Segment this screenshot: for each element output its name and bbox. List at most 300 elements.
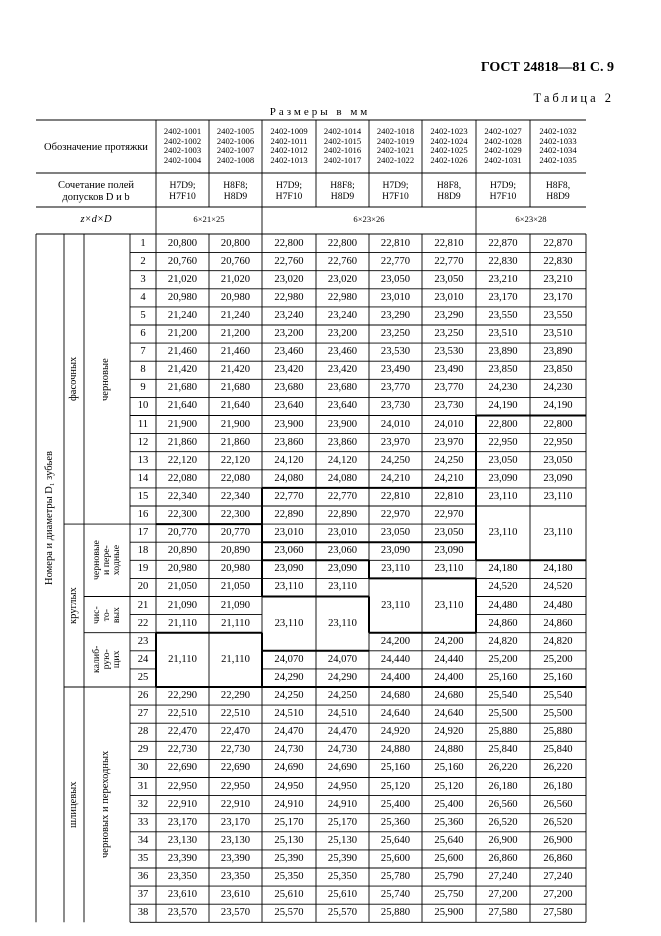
code-line: 2402-1016: [323, 145, 362, 156]
table-cell: 21,110: [168, 617, 197, 629]
table-cell: 25,120: [380, 780, 411, 792]
table-cell: 23,460: [327, 346, 358, 358]
table-cell: 20,800: [220, 237, 251, 249]
row-number: 19: [137, 563, 149, 575]
table-cell: 23,850: [543, 364, 573, 376]
table-cell: 23,640: [274, 400, 304, 412]
side-label-line: чис-: [91, 605, 102, 624]
tolerance-line: H7F10: [382, 191, 409, 202]
row-number: 17: [137, 527, 149, 539]
merged-cell: 21,110: [221, 653, 250, 665]
table-cell: 22,810: [380, 490, 411, 502]
table-cell: 22,980: [274, 291, 304, 303]
table-cell: 20,980: [167, 291, 198, 303]
code-line: 2402-1015: [323, 135, 362, 146]
table-cell: 24,920: [380, 726, 411, 738]
table-cell: 20,890: [167, 545, 198, 557]
side-label-line: калиб-: [91, 645, 102, 674]
table-cell: 21,200: [220, 328, 251, 339]
table-cell: 20,980: [220, 291, 251, 303]
table-cell: 21,050: [167, 581, 198, 593]
table-cell: 22,810: [434, 490, 464, 502]
tolerance-cell: [476, 180, 530, 202]
code-line: 2402-1011: [270, 135, 308, 146]
table-cell: 25,880: [488, 726, 518, 738]
table-cell: 24,230: [488, 382, 518, 394]
row-number: 34: [137, 834, 149, 846]
table-cell: 23,970: [380, 436, 411, 448]
merged-cell: 23,110: [274, 617, 304, 629]
table-cell: 23,550: [543, 309, 573, 321]
table-cell: 25,350: [327, 871, 358, 882]
table-cell: 21,640: [167, 400, 198, 412]
table-cell: 24,190: [543, 400, 573, 412]
side-label-main: Номера и диаметры D₁ зубьев: [44, 451, 55, 586]
table-cell: 26,220: [543, 762, 573, 774]
table-cell: 24,910: [327, 798, 358, 810]
table-cell: 22,910: [167, 798, 198, 810]
table-cell: 22,950: [220, 780, 251, 792]
row-number: 16: [137, 509, 149, 520]
table-cell: 21,900: [220, 418, 251, 430]
table-cell: 23,290: [434, 309, 464, 321]
row-number: 12: [137, 436, 149, 448]
table-cell: 25,610: [274, 889, 304, 901]
code-line: 2402-1006: [216, 135, 255, 146]
zdb-cell: 6×23×28: [515, 214, 547, 224]
table-cell: 23,090: [434, 545, 464, 557]
table-cell: 26,220: [488, 762, 518, 774]
side-label-line: и пере-: [101, 545, 112, 576]
table-cell: 22,340: [167, 490, 198, 502]
table-cell: 23,170: [220, 816, 251, 828]
table-cell: 23,860: [327, 436, 358, 448]
table-cell: 23,680: [274, 382, 304, 394]
table-cell: 22,950: [488, 436, 518, 448]
table-cell: 23,770: [434, 382, 464, 394]
tolerance-line: H8F8;: [330, 180, 355, 191]
table-cell: 24,250: [274, 690, 304, 701]
tolerance-line: H8D9: [546, 191, 570, 202]
table-cell: 23,530: [380, 346, 411, 358]
table-cell: 23,060: [274, 545, 304, 557]
table-cell: 23,010: [380, 291, 411, 303]
table-cell: 22,870: [488, 237, 518, 249]
table-cell: 23,020: [274, 273, 304, 285]
table-cell: 23,110: [328, 581, 357, 593]
units-caption: Размеры в мм: [269, 106, 371, 118]
table-cell: 24,290: [274, 671, 304, 683]
table-cell: 23,010: [327, 527, 358, 539]
table-cell: 22,770: [434, 255, 464, 267]
row-number: 3: [140, 273, 146, 285]
table-cell: 25,640: [434, 834, 464, 846]
table-cell: 26,560: [543, 798, 573, 810]
table-cell: 24,290: [327, 671, 358, 683]
table-cell: 26,860: [543, 852, 573, 864]
table-cell: 25,360: [380, 816, 411, 828]
table-cell: 22,800: [327, 237, 358, 249]
table-cell: 24,520: [543, 581, 573, 593]
table-cell: 23,110: [381, 563, 410, 575]
table-cell: 23,860: [274, 436, 304, 448]
table-cell: 23,050: [434, 273, 464, 285]
code-cell: [530, 127, 586, 166]
table-cell: 23,170: [488, 291, 518, 303]
code-line: 2402-1022: [376, 155, 415, 166]
table-cell: 23,240: [327, 309, 358, 321]
tolerance-line: H8F8,: [436, 180, 462, 191]
table-cell: 25,840: [488, 744, 518, 756]
table-cell: 26,520: [543, 816, 573, 828]
table-cell: 24,070: [327, 653, 358, 665]
code-line: 2402-1035: [539, 155, 577, 166]
table-cell: 22,810: [380, 237, 411, 249]
table-cell: 22,080: [167, 472, 198, 484]
code-line: 2402-1005: [216, 126, 255, 136]
table-cell: 23,010: [274, 527, 304, 539]
table-cell: 22,980: [327, 291, 358, 303]
table-cell: 22,290: [167, 690, 198, 701]
standard-number: ГОСТ 24818—81 С. 9: [480, 60, 614, 75]
tolerance-cell: [422, 180, 476, 202]
tolerance-line: H8F8;: [223, 180, 248, 191]
table-cell: 22,760: [274, 255, 304, 267]
table-cell: 24,440: [434, 653, 464, 665]
table-cell: 27,580: [488, 907, 518, 919]
side-label-line: черновые: [91, 540, 102, 581]
table-cell: 22,510: [167, 708, 198, 720]
code-line: 2402-1018: [376, 126, 415, 136]
row-number: 29: [137, 744, 149, 756]
table-cell: 23,550: [488, 309, 518, 321]
table-cell: 24,400: [434, 671, 464, 683]
tolerance-line: H7D9;: [275, 180, 303, 191]
side-label-line: то-: [101, 608, 112, 621]
table-cell: 24,180: [543, 563, 573, 575]
table-cell: 20,760: [220, 255, 251, 267]
table-cell: 25,750: [434, 889, 464, 901]
table-cell: 25,900: [434, 907, 464, 919]
row-number: 6: [140, 328, 146, 339]
table-cell: 25,780: [380, 871, 411, 882]
row-number: 20: [137, 581, 149, 593]
tolerance-line: H7D9;: [169, 180, 196, 191]
table-cell: 23,090: [327, 563, 358, 575]
table-cell: 21,200: [167, 328, 198, 339]
side-label-chern-perehod: черновых и переходных: [100, 750, 111, 859]
tolerance-line: H8D9: [437, 191, 461, 202]
table-cell: 25,160: [543, 671, 573, 683]
code-line: 2402-1012: [270, 145, 308, 156]
table-cell: 24,120: [274, 454, 304, 466]
tolerance-line: H7D9;: [382, 180, 409, 191]
table-cell: 23,900: [274, 418, 304, 430]
tolerance-cell: [530, 180, 586, 202]
table-cell: 21,050: [220, 581, 251, 593]
code-line: 2402-1024: [430, 135, 468, 146]
table-cell: 21,460: [167, 346, 198, 358]
table-cell: 25,350: [274, 871, 304, 882]
table-cell: 22,910: [220, 798, 251, 810]
merged-cell: 23,110: [488, 527, 518, 539]
table-cell: 21,110: [221, 617, 250, 629]
row-number: 21: [137, 599, 149, 611]
table-cell: 24,190: [488, 400, 518, 412]
table-cell: 22,800: [488, 418, 518, 430]
table-cell: 25,600: [380, 852, 411, 864]
table-cell: 23,050: [380, 273, 411, 285]
code-cell: [156, 127, 209, 166]
table-cell: 24,210: [380, 472, 411, 484]
row-number: 25: [137, 671, 149, 683]
side-label-line: щих: [111, 650, 122, 669]
table-cell: 23,350: [220, 871, 251, 882]
table-cell: 26,560: [488, 798, 518, 810]
tolerance-line: H7F10: [489, 191, 517, 202]
row-number: 27: [137, 708, 149, 720]
table-cell: 24,820: [543, 635, 573, 647]
table-cell: 23,770: [380, 382, 411, 394]
table-cell: 23,010: [434, 291, 464, 303]
table-cell: 23,170: [543, 291, 573, 303]
table-cell: 21,020: [167, 273, 198, 285]
table-cell: 21,640: [220, 400, 251, 412]
table-cell: 25,640: [380, 834, 411, 846]
table-cell: 23,050: [488, 454, 518, 466]
table-cell: 26,860: [488, 852, 518, 864]
merged-cell: 21,110: [168, 653, 197, 665]
row-number: 11: [137, 418, 149, 430]
table-cell: 22,290: [220, 690, 251, 701]
table-cell: 21,420: [167, 364, 198, 376]
code-line: 2402-1028: [484, 135, 522, 146]
table-cell: 25,200: [543, 653, 573, 665]
table-cell: 22,690: [220, 762, 251, 774]
side-label-chernovye: черновые: [100, 357, 111, 401]
table-cell: 24,250: [380, 454, 411, 466]
merged-cell: 23,110: [381, 599, 410, 611]
code-line: 2402-1023: [430, 126, 468, 136]
table-cell: 23,130: [167, 834, 198, 846]
table-cell: 23,290: [380, 309, 411, 321]
table-cell: 23,170: [167, 816, 198, 828]
table-cell: 25,360: [434, 816, 464, 828]
table-cell: 22,970: [434, 509, 464, 520]
table-cell: 26,180: [488, 780, 518, 792]
side-label-shlicevyh: шлицевых: [68, 781, 79, 829]
table-cell: 21,460: [220, 346, 251, 358]
code-line: 2402-1033: [539, 135, 577, 146]
table-cell: 22,470: [220, 726, 251, 738]
table-cell: 23,610: [220, 889, 251, 901]
table-cell: 23,110: [488, 490, 518, 502]
tolerance-line: H8F8,: [545, 180, 571, 191]
tolerance-label: Сочетание полей: [57, 180, 135, 191]
code-line: 2402-1009: [270, 126, 308, 136]
code-line: 2402-1014: [323, 126, 362, 136]
table-cell: 24,440: [380, 653, 411, 665]
table-cell: 24,950: [274, 780, 304, 792]
row-number: 13: [137, 454, 149, 466]
table-cell: 24,730: [274, 744, 304, 756]
table-cell: 25,390: [274, 852, 304, 864]
table-cell: 26,900: [488, 834, 518, 846]
table-cell: 23,530: [434, 346, 464, 358]
row-number: 24: [137, 653, 149, 665]
table-cell: 21,090: [167, 599, 198, 611]
code-line: 2402-1003: [163, 145, 202, 156]
table-cell: 23,110: [543, 490, 573, 502]
table-cell: 22,340: [220, 490, 251, 502]
table-cell: 24,480: [543, 599, 573, 611]
table-cell: 21,860: [167, 436, 198, 448]
table-cell: 20,770: [220, 527, 251, 539]
table-cell: 25,540: [543, 690, 573, 701]
side-label-kruglyh: круглых: [68, 587, 79, 625]
table-cell: 24,080: [327, 472, 358, 484]
table-cell: 21,240: [167, 309, 198, 321]
table-cell: 27,240: [543, 871, 573, 882]
table-cell: 24,860: [488, 617, 518, 629]
table-cell: 23,020: [327, 273, 358, 285]
table-cell: 24,070: [274, 653, 304, 665]
table-cell: 22,760: [327, 255, 358, 267]
table-cell: 23,970: [434, 436, 464, 448]
row-number: 37: [137, 889, 149, 901]
row-number: 31: [137, 780, 149, 792]
table-cell: 24,470: [274, 726, 304, 738]
merged-cell: 23,110: [328, 617, 357, 629]
table-cell: 25,160: [380, 762, 411, 774]
table-cell: 21,860: [220, 436, 251, 448]
table-cell: 22,730: [220, 744, 251, 756]
table-cell: 22,770: [380, 255, 411, 267]
table-cell: 22,730: [167, 744, 198, 756]
table-cell: 23,250: [434, 328, 464, 339]
table-cell: 22,120: [167, 454, 198, 466]
table-cell: 23,490: [434, 364, 464, 376]
tolerance-line: H7F10: [275, 191, 303, 202]
table-cell: 24,820: [488, 635, 518, 647]
table-cell: 24,730: [327, 744, 358, 756]
code-cell: [316, 127, 369, 166]
table-cell: 22,800: [543, 418, 573, 430]
tolerance-line: H8D9: [223, 191, 248, 202]
table-cell: 23,390: [220, 852, 251, 864]
table-cell: 23,610: [167, 889, 198, 901]
table-cell: 23,730: [434, 400, 464, 412]
table-cell: 25,160: [434, 762, 464, 774]
tolerance-line: H7D9;: [489, 180, 517, 191]
table-cell: 24,180: [488, 563, 518, 575]
row-number: 10: [137, 400, 149, 412]
table-cell: 25,390: [327, 852, 358, 864]
designation-label: Обозначение протяжки: [44, 142, 148, 153]
row-number: 5: [140, 309, 146, 321]
row-number: 35: [137, 852, 149, 864]
tolerance-line: H7F10: [169, 191, 196, 202]
code-line: 2402-1032: [539, 126, 577, 136]
table-cell: 22,690: [167, 762, 198, 774]
table-cell: 22,950: [543, 436, 573, 448]
table-cell: 24,510: [274, 708, 304, 720]
table-cell: 20,800: [167, 237, 198, 249]
table-cell: 23,640: [327, 400, 358, 412]
table-cell: 27,240: [488, 871, 518, 882]
table-cell: 25,400: [434, 798, 464, 810]
table-cell: 22,950: [167, 780, 198, 792]
table-cell: 25,130: [327, 834, 358, 846]
table-cell: 22,510: [220, 708, 251, 720]
table-cell: 22,120: [220, 454, 251, 466]
table-cell: 24,910: [274, 798, 304, 810]
table-cell: 23,900: [327, 418, 358, 430]
table-cell: 23,210: [488, 273, 518, 285]
row-number: 9: [140, 382, 146, 394]
table-cell: 27,580: [543, 907, 573, 919]
table-cell: 25,740: [380, 889, 411, 901]
table-cell: 23,250: [380, 328, 411, 339]
table-cell: 24,520: [488, 581, 518, 593]
side-label-chern-perehod-kr: [92, 540, 122, 580]
zdb-cell: 6×21×25: [193, 214, 225, 224]
row-number: 1: [140, 237, 146, 249]
table-cell: 23,130: [220, 834, 251, 846]
merged-cell: 23,110: [434, 599, 464, 611]
table-cell: 21,900: [167, 418, 198, 430]
table-cell: 24,880: [434, 744, 464, 756]
row-number: 7: [140, 346, 146, 358]
table-cell: 21,020: [220, 273, 251, 285]
table-cell: 23,510: [543, 328, 573, 339]
table-cell: 23,210: [543, 273, 573, 285]
side-label-kalibr: [92, 646, 122, 673]
table-cell: 23,850: [488, 364, 518, 376]
side-label-fasochnyh: фасочных: [68, 356, 79, 402]
code-line: 2402-1031: [484, 155, 522, 166]
table-cell: 24,640: [434, 708, 464, 720]
table-cell: 20,760: [167, 255, 198, 267]
row-number: 15: [137, 490, 149, 502]
table-cell: 22,300: [220, 509, 251, 520]
table-cell: 24,860: [543, 617, 573, 629]
table-cell: 24,950: [327, 780, 358, 792]
table-cell: 21,420: [220, 364, 251, 376]
table-cell: 26,180: [543, 780, 573, 792]
table-cell: 24,250: [434, 454, 464, 466]
table-cell: 20,770: [167, 527, 198, 539]
table-cell: 23,420: [274, 364, 304, 376]
table-cell: 23,680: [327, 382, 358, 394]
side-label-chistovye: [92, 606, 122, 624]
table-cell: 24,640: [380, 708, 411, 720]
table-cell: 25,130: [274, 834, 304, 846]
table-cell: 26,520: [488, 816, 518, 828]
code-line: 2402-1027: [484, 126, 522, 136]
table-cell: 22,300: [167, 509, 198, 520]
code-line: 2402-1001: [163, 126, 202, 136]
table-cell: 22,830: [543, 255, 573, 267]
table-cell: 21,680: [167, 382, 198, 394]
code-cell: [262, 127, 316, 166]
table-cell: 25,570: [327, 907, 358, 919]
table-cell: 24,200: [380, 635, 411, 647]
table-cell: 24,080: [274, 472, 304, 484]
table-cell: 25,790: [434, 871, 464, 882]
table-cell: 25,610: [327, 889, 358, 901]
table-cell: 24,480: [488, 599, 518, 611]
